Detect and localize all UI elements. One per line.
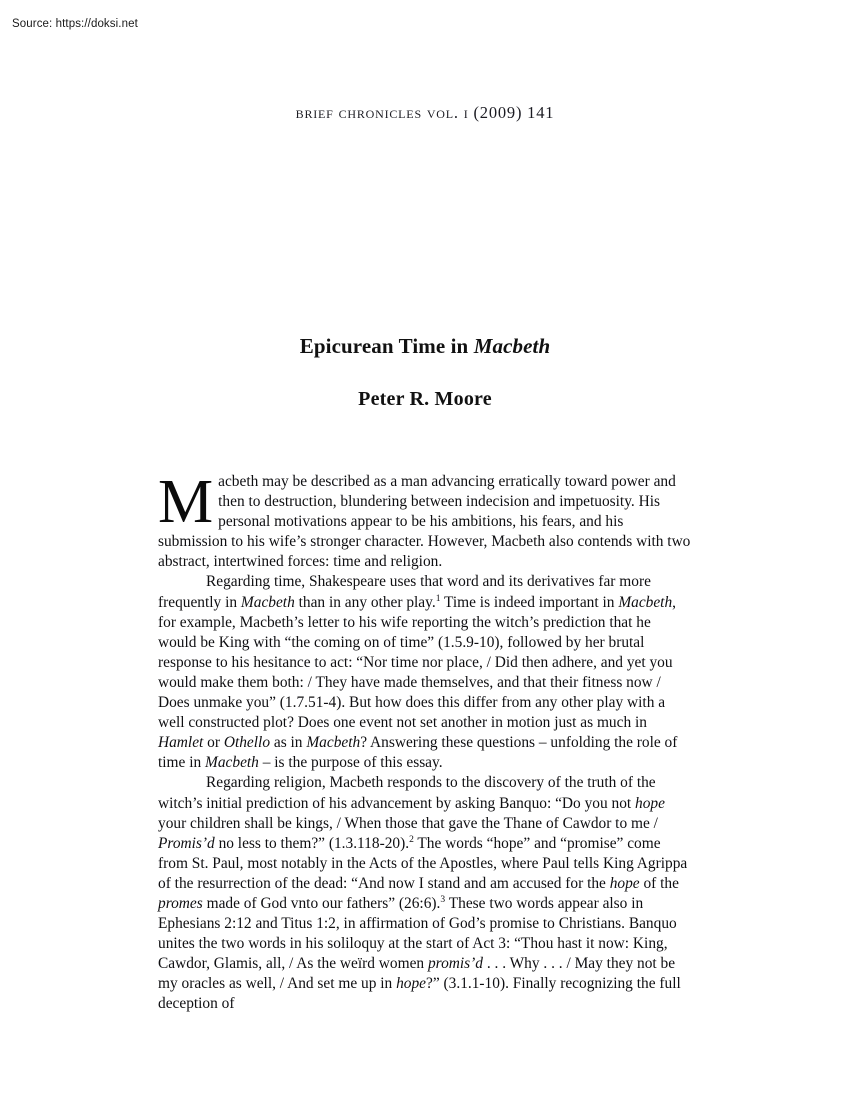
p2-seg-6: as in xyxy=(270,734,307,752)
p2-seg-2: than in any other play. xyxy=(294,593,436,611)
p3-seg-3: no less to them?” (1.3.118-20). xyxy=(214,834,410,852)
p3-seg-5: of the xyxy=(639,874,679,892)
footnote-marker-1[interactable]: 1 xyxy=(435,592,441,604)
p3-seg-2: your children shall be kings, / When those that gave the Thane of Cawdor to me / xyxy=(158,814,658,832)
p3-ital-5: promis’d xyxy=(427,955,483,973)
p3-ital-3: hope xyxy=(609,874,640,892)
body-column xyxy=(158,468,692,1015)
p3-seg-6: made of God vnto our fathers” (26:6). xyxy=(202,894,441,912)
page-title xyxy=(0,333,850,359)
footnote-marker-3[interactable]: 3 xyxy=(440,893,446,905)
p2-ital-1: Macbeth xyxy=(240,593,295,611)
p2-ital-2: Macbeth xyxy=(618,593,673,611)
paragraph-religion xyxy=(158,773,692,1014)
p3-seg-9: ?” (3.1.1-10). Finally recognizing the full deception of xyxy=(158,975,681,1013)
p2-seg-3: Time is indeed important in xyxy=(440,593,619,611)
p2-ital-4: Othello xyxy=(223,734,271,752)
p3-ital-2: Promis’d xyxy=(158,834,215,852)
p2-seg-5: or xyxy=(203,734,224,752)
p2-ital-5: Macbeth xyxy=(306,734,361,752)
p3-ital-6: hope xyxy=(396,975,427,993)
drop-cap: M xyxy=(158,468,214,536)
p2-ital-6: Macbeth xyxy=(205,754,259,772)
running-head xyxy=(0,103,850,123)
p2-seg-1: Regarding time, Shakespeare uses that word and its derivatives far more frequently in xyxy=(158,573,651,611)
article-title-lead: Epicurean Time in xyxy=(299,334,474,358)
p2-ital-3: Hamlet xyxy=(158,734,204,752)
title-block xyxy=(0,333,850,412)
article-title-play: Macbeth xyxy=(473,334,551,358)
source-watermark: Source: https://doksi.net xyxy=(12,18,138,30)
p3-seg-1: Regarding religion, Macbeth responds to the discovery of the truth of the witch’s initial prediction of his advancement by asking Banquo: “Do you not xyxy=(158,774,656,812)
p2-seg-8: – is the purpose of this essay. xyxy=(258,754,443,772)
paragraph-1-text: acbeth may be described as a man advancing erratically toward power and then to destruction, blundering between indecision and impetuosity. His personal motivations appear to be his ambitions, his fears, and his submission to his wife’s stronger character. However, Macbeth also contends with two abstract, intertwined forces: time and religion. xyxy=(158,473,691,571)
footnote-marker-2[interactable]: 2 xyxy=(409,833,414,845)
p3-ital-1: hope xyxy=(635,794,665,812)
article-author: Peter R. Moore xyxy=(358,388,492,410)
p3-ital-4: promes xyxy=(158,894,203,912)
p3-seg-7: These two words appear also in Ephesians 2:12 and Titus 1:2, in affirmation of God’s promise to Christians. Banquo unites the two words in his soliloquy at the start of Act 3: “Thou hast it now: King, Cawdor, Glamis, all, / As the weïrd women xyxy=(158,894,677,973)
p3-seg-4: The words “hope” and “promise” come from St. Paul, most notably in the Acts of the Apostles, where Paul tells King Agrippa of the resurrection of the dead: “And now I stand and am accused for the xyxy=(158,834,688,892)
p3-seg-8: . . . Why . . . / May they not be my oracles as well, / And set me up in xyxy=(158,955,676,993)
paragraph-opening xyxy=(158,468,692,572)
p2-seg-7: ? Answering these questions – unfolding the role of time in xyxy=(158,734,678,772)
p2-seg-4: , for example, Macbeth’s letter to his wife reporting the witch’s prediction that he would be King with “the coming on of time” (1.5.9-10), followed by her brutal response to his hesitance to act: “Nor time nor place, / Did then adhere, and yet you would make them both: / They have made themselves, and that their fitness now / Does unmake you” (1.7.51-4). But how does this differ from any other play with a well constructed plot? Does one event not set another in motion just as much in xyxy=(158,593,677,732)
paragraph-time xyxy=(158,572,692,773)
running-head-text: brief chronicles vol. i (2009) 141 xyxy=(295,103,555,122)
